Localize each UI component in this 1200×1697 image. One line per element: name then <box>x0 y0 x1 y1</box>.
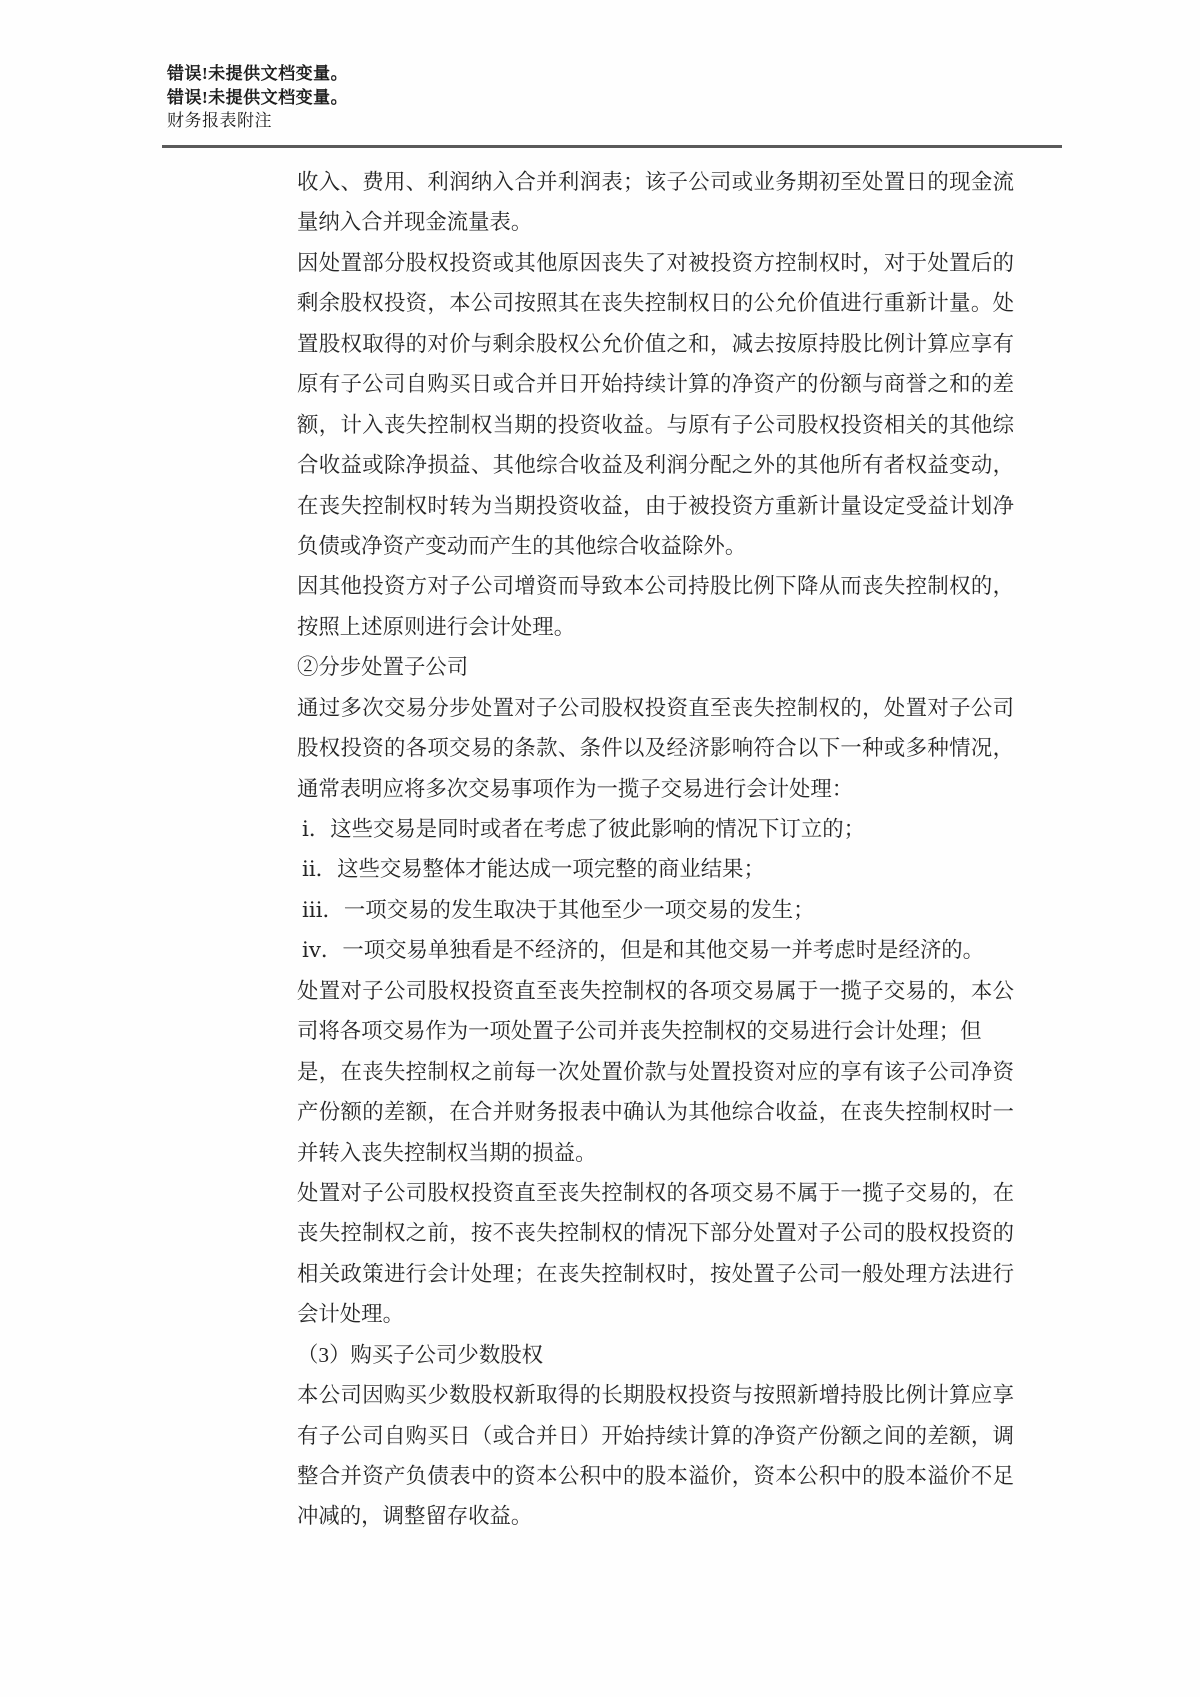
paragraph-line: 处置对子公司股权投资直至丧失控制权的各项交易属于一揽子交易的，本公 <box>297 978 1014 1003</box>
paragraph-line: 剩余股权投资，本公司按照其在丧失控制权日的公允价值进行重新计量。处 <box>297 291 1014 316</box>
paragraph-line: 丧失控制权之前，按不丧失控制权的情况下部分处置对子公司的股权投资的 <box>297 1221 1014 1246</box>
paragraph-line: 冲减的，调整留存收益。 <box>297 1504 533 1529</box>
list-item-line: ⅱ．这些交易整体才能达成一项完整的商业结果； <box>302 857 765 882</box>
paragraph-line: 并转入丧失控制权当期的损益。 <box>297 1140 597 1165</box>
paragraph-line: 处置对子公司股权投资直至丧失控制权的各项交易不属于一揽子交易的，在 <box>297 1180 1014 1205</box>
paragraph-line: 股权投资的各项交易的条款、条件以及经济影响符合以下一种或多种情况， <box>297 736 1014 761</box>
paragraph-line: 在丧失控制权时转为当期投资收益，由于被投资方重新计量设定受益计划净 <box>297 493 1014 518</box>
paragraph-line: 通过多次交易分步处置对子公司股权投资直至丧失控制权的，处置对子公司 <box>297 695 1014 720</box>
paragraph-line: 相关政策进行会计处理；在丧失控制权时，按处置子公司一般处理方法进行 <box>297 1261 1014 1286</box>
paragraph-line: 本公司因购买少数股权新取得的长期股权投资与按照新增持股比例计算应享 <box>297 1383 1014 1408</box>
paragraph-line: 产份额的差额，在合并财务报表中确认为其他综合收益，在丧失控制权时一 <box>297 1100 1014 1125</box>
paragraph-line: 合收益或除净损益、其他综合收益及利润分配之外的其他所有者权益变动， <box>297 453 1014 478</box>
paragraph-line: 整合并资产负债表中的资本公积中的股本溢价，资本公积中的股本溢价不足 <box>297 1464 1014 1488</box>
paragraph-line: 置股权取得的对价与剩余股权公允价值之和，减去按原持股比例计算应享有 <box>297 331 1014 356</box>
paragraph-line: 收入、费用、利润纳入合并利润表；该子公司或业务期初至处置日的现金流 <box>297 170 1014 194</box>
paragraph-line: 会计处理。 <box>297 1302 404 1327</box>
paragraph-line: 有子公司自购买日（或合并日）开始持续计算的净资产份额之间的差额，调 <box>297 1423 1014 1448</box>
heading-line: （3）购买子公司少数股权 <box>297 1342 543 1367</box>
heading-line: ②分步处置子公司 <box>297 655 469 680</box>
document-body <box>297 162 1014 1537</box>
list-item-line: ⅳ．一项交易单独看是不经济的，但是和其他交易一并考虑时是经济的。 <box>302 938 985 963</box>
paragraph-line: 量纳入合并现金流量表。 <box>297 210 533 235</box>
paragraph-line: 司将各项交易作为一项处置子公司并丧失控制权的交易进行会计处理；但 <box>297 1019 982 1044</box>
paragraph-line: 额，计入丧失控制权当期的投资收益。与原有子公司股权投资相关的其他综 <box>297 412 1014 437</box>
paragraph-line: 原有子公司自购买日或合并日开始持续计算的净资产的份额与商誉之和的差 <box>297 372 1014 397</box>
paragraph-line: 因处置部分股权投资或其他原因丧失了对被投资方控制权时，对于处置后的 <box>297 250 1014 275</box>
paragraph-line: 负债或净资产变动而产生的其他综合收益除外。 <box>297 533 747 558</box>
header-doc-variable-error-1: 错误!未提供文档变量。 <box>167 64 349 83</box>
list-item-line: ⅲ．一项交易的发生取决于其他至少一项交易的发生； <box>302 897 815 922</box>
header-doc-variable-error-2: 错误!未提供文档变量。 <box>167 87 349 107</box>
page-header <box>167 62 348 133</box>
header-divider <box>162 145 1062 148</box>
paragraph-line: 因其他投资方对子公司增资而导致本公司持股比例下降从而丧失控制权的， <box>297 574 1014 599</box>
paragraph-line: 通常表明应将多次交易事项作为一揽子交易进行会计处理： <box>297 776 854 801</box>
list-item-line: ⅰ．这些交易是同时或者在考虑了彼此影响的情况下订立的； <box>302 817 865 841</box>
header-section-title: 财务报表附注 <box>167 111 272 130</box>
paragraph-line: 按照上述原则进行会计处理。 <box>297 614 576 639</box>
paragraph-line: 是，在丧失控制权之前每一次处置价款与处置投资对应的享有该子公司净资 <box>297 1059 1014 1084</box>
